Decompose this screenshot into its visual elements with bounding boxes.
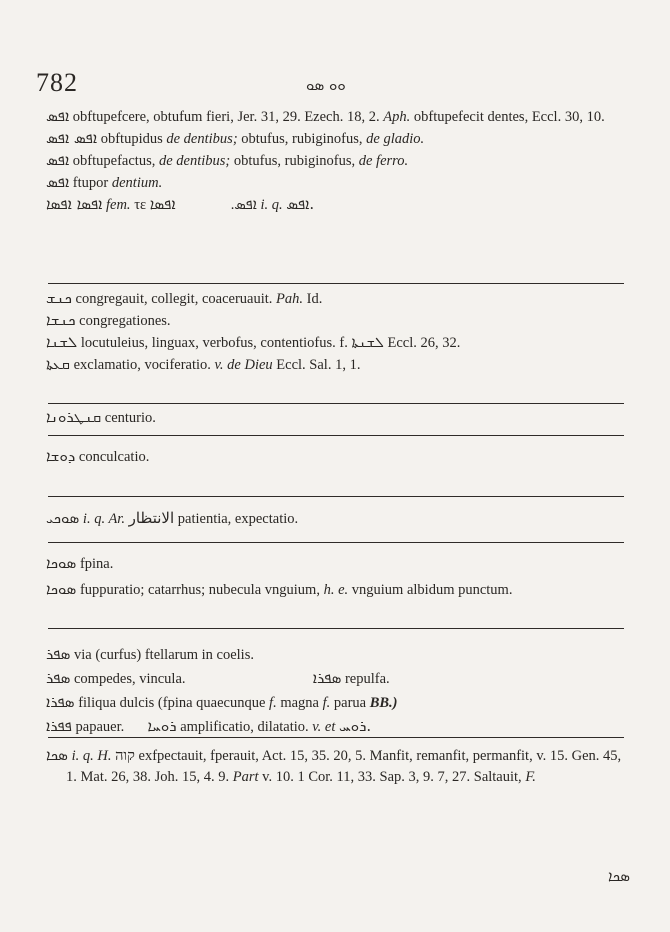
entry-definition: conculcatio. <box>78 449 150 465</box>
syriac-headword: ܟܢܫܐ <box>46 311 76 329</box>
entry-definition: fpina. <box>79 556 114 572</box>
entry-italic: v. et <box>312 719 336 735</box>
section-rule <box>48 542 624 543</box>
entry <box>46 667 626 691</box>
entry-italic: de dentibus; <box>166 131 238 147</box>
syriac-headword: ܪܘܚܐ <box>147 717 177 735</box>
running-head: ܘܘ ܣܘ <box>306 76 346 94</box>
entry-italic: de ferro. <box>358 153 409 169</box>
syriac-headword: ܣܦܪܐ <box>46 693 75 711</box>
syriac-headword: ܐܦܣ ܐܦܣ <box>46 129 98 147</box>
entry-definition: patientia, expectatio. <box>177 511 299 527</box>
entry <box>46 332 626 354</box>
syriac-headword: ܣܟܐ <box>46 746 68 764</box>
syriac-headword: ܣܦܪ <box>46 669 71 687</box>
entry-tail: repulfa. <box>344 671 390 687</box>
hebrew-word: קוה <box>115 748 135 764</box>
entry-definition: fuppuratio; catarrhus; nubecula vnguium, <box>79 582 320 598</box>
entry-definition: via (curfus) ftellarum in coelis. <box>73 647 254 663</box>
section-rule <box>48 496 624 497</box>
entries-block-2 <box>46 288 626 376</box>
syriac-word: ܐܦܣܐ <box>149 195 176 213</box>
syriac-headword: ܠܫܢܐ <box>46 333 78 351</box>
syriac-headword: ܦܦܪܐ <box>46 717 72 735</box>
syriac-headword: ܣܘܟܐ <box>46 554 77 572</box>
entry-italic: Aph. <box>383 109 411 125</box>
entry-italic: fem. <box>106 197 131 213</box>
entry <box>46 128 626 150</box>
entry-italic: i. q. H. <box>71 748 112 764</box>
entries-block-7 <box>46 643 626 739</box>
entry-definition: compedes, vincula. <box>73 671 186 687</box>
entry-italic: v. de Dieu <box>214 357 273 373</box>
entry-definition: obftupidus <box>100 131 163 147</box>
entries-block-6 <box>46 553 626 601</box>
section-rule <box>48 403 624 404</box>
entry-definition: obftupefactus, <box>72 153 156 169</box>
entry <box>46 508 626 530</box>
entry <box>46 446 626 468</box>
entry-definition: ftupor <box>72 175 109 191</box>
entry-tail: parua <box>333 695 367 711</box>
entry-italic: de gladio. <box>366 131 425 147</box>
entries-block-5 <box>46 508 626 530</box>
entry-italic: h. e. <box>323 582 349 598</box>
syriac-headword: ܐܦܣ <box>46 173 70 191</box>
entry-definition: congregauit, collegit, coaceruauit. <box>75 291 273 307</box>
section-rule <box>48 737 624 738</box>
entry-tail: amplificatio, dilatatio. <box>180 719 309 735</box>
page-number: 782 <box>36 68 78 97</box>
entry <box>46 172 626 194</box>
entry <box>46 310 626 332</box>
entry-tail: ܠܫܢܬܐ Eccl. 26, 32. <box>351 335 461 351</box>
entry-tail: Id. <box>306 291 323 307</box>
entry-bold: BB.) <box>369 695 398 711</box>
entry-italic: i. q. Ar. <box>82 511 125 527</box>
entry <box>46 288 626 310</box>
entry <box>46 194 626 216</box>
entries-block-8 <box>46 745 626 788</box>
entry-definition: filiqua dulcis (fpina quaecunque <box>78 695 266 711</box>
entry-italic: i. q. <box>260 197 283 213</box>
entry-definition: τε ܐܦܣ. <box>134 197 257 213</box>
section-rule <box>48 435 624 436</box>
page-header <box>36 68 634 102</box>
entry-italic: de dentibus; <box>158 153 231 169</box>
section-rule <box>48 283 624 284</box>
syriac-headword: ܣܘܟܝ <box>46 509 80 527</box>
syriac-headword: ܐܦܣ <box>46 107 70 125</box>
syriac-word: ܐܦܣ. <box>286 195 315 213</box>
entry-definition: exfpectauit, fperauit, Act. 15, 35. 20, 5. Manfit, remanfit, permanfit, v. 15. Gen. 45, 1. Mat. 26, 38. Joh. 15, 4. 9. <box>66 748 622 785</box>
arabic-word: ﺍﻻﻧﺘﻈﺎﺭ <box>128 509 175 527</box>
catchword: ܣܟܐ <box>608 867 630 885</box>
entry <box>46 407 626 429</box>
entries-block-4 <box>46 446 626 468</box>
entry-definition: obftupefcere, obtufum fieri, Jer. 31, 29. Ezech. 18, 2. <box>72 109 380 125</box>
entry-definition: congregationes. <box>79 313 171 329</box>
entry-tail: v. 10. 1 Cor. 11, 33. Sap. 3, 9. 7, 27. Saltauit, <box>262 769 522 785</box>
entry-italic: Part <box>232 769 259 785</box>
syriac-headword: ܣܘܟܐ <box>46 580 77 598</box>
entry-italic: f. <box>322 695 331 711</box>
syriac-headword: ܩܥܬܐ <box>46 355 70 373</box>
entries-block-1 <box>46 106 626 216</box>
entry-tail: Eccl. Sal. 1, 1. <box>276 357 361 373</box>
entry <box>46 715 626 739</box>
entry-tail: obtufus, rubiginofus, <box>241 131 363 147</box>
entry <box>46 354 626 376</box>
syriac-headword: ܐܦܣ <box>46 151 70 169</box>
section-rule <box>48 628 624 629</box>
entry <box>46 643 626 667</box>
entry-tail: obtufus, rubiginofus, <box>233 153 356 169</box>
syriac-headword: ܐܦܣܐ ܐܦܣܐ <box>46 195 103 213</box>
entry-italic: f. <box>269 695 277 711</box>
entry <box>46 150 626 172</box>
entry-italic: Pah. <box>276 291 304 307</box>
entry <box>46 745 626 788</box>
entry-italic: dentium. <box>111 175 163 191</box>
entry <box>46 106 626 128</box>
entry <box>46 579 626 601</box>
entry-tail: magna <box>280 695 319 711</box>
syriac-headword: ܕܘܫܐ <box>46 447 76 465</box>
syriac-headword: ܟܢܫ <box>46 289 72 307</box>
entry-definition: centurio. <box>104 410 156 426</box>
entry-definition: locutuleius, linguax, verbofus, contentiofus. f. <box>80 335 348 351</box>
syriac-headword: ܣܦܪܐ <box>312 669 342 687</box>
entries-block-3 <box>46 407 626 429</box>
entry <box>46 553 626 575</box>
entry-italic: F. <box>525 769 536 785</box>
entry <box>46 691 626 715</box>
syriac-headword: ܣܦܪ <box>46 645 71 663</box>
syriac-headword: ܩܢܛܪܘܢܐ <box>46 408 102 426</box>
entry-definition: papauer. <box>75 719 125 735</box>
entry-definition: exclamatio, vociferatio. <box>73 357 211 373</box>
syriac-word: ܪܘܚ. <box>338 717 372 735</box>
entry-tail: vnguium albidum punctum. <box>351 582 513 598</box>
entry-tail: obftupefecit dentes, Eccl. 30, 10. <box>413 109 605 125</box>
